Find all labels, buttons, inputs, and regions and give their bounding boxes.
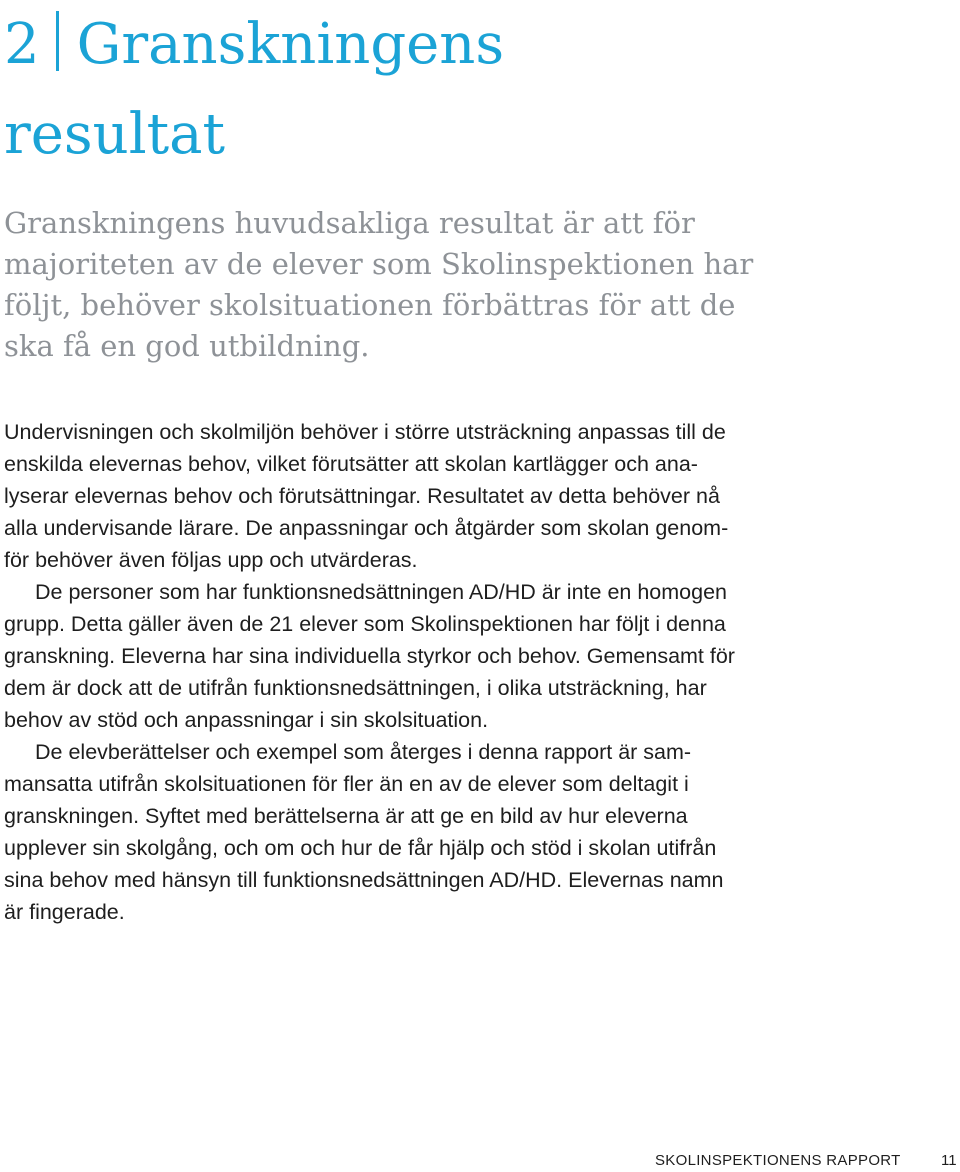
chapter-heading	[4, 0, 504, 180]
body-line: mansatta utifrån skolsituationen för fler än en av de elever som deltagit i	[4, 772, 689, 796]
lead-paragraph	[4, 203, 904, 367]
body-line: för behöver även följas upp och utvärderas.	[4, 548, 418, 572]
body-line: upplever sin skolgång, och om och hur de får hjälp och stöd i skolan utifrån	[4, 836, 717, 860]
chapter-title-line-2: resultat	[4, 102, 226, 167]
lead-line: majoriteten av de elever som Skolinspektionen har	[4, 247, 754, 281]
body-line: granskningen. Syftet med berättelserna är att ge en bild av hur eleverna	[4, 804, 688, 828]
chapter-title-line-1: Granskningens	[76, 12, 505, 77]
lead-line: Granskningens huvudsakliga resultat är att för	[4, 206, 695, 240]
body-line: sina behov med hänsyn till funktionsnedsättningen AD/HD. Elevernas namn	[4, 868, 724, 892]
body-line: lyserar elevernas behov och förutsättningar. Resultatet av detta behöver nå	[4, 484, 720, 508]
page-footer	[0, 1150, 960, 1170]
body-line: De personer som har funktionsnedsättningen AD/HD är inte en homogen	[35, 580, 727, 604]
lead-line: ska få en god utbildning.	[4, 329, 370, 363]
body-text	[4, 416, 944, 928]
body-line: är fingerade.	[4, 900, 125, 924]
body-line: dem är dock att de utifrån funktionsnedsättningen, i olika utsträckning, har	[4, 676, 707, 700]
heading-divider	[56, 11, 59, 71]
body-line: Undervisningen och skolmiljön behöver i större utsträckning anpassas till de	[4, 420, 726, 444]
body-line: alla undervisande lärare. De anpassningar och åtgärder som skolan genom-	[4, 516, 729, 540]
report-name: SKOLINSPEKTIONENS RAPPORT	[655, 1152, 901, 1169]
page-number: 11	[941, 1152, 957, 1169]
body-line: De elevberättelser och exempel som återges i denna rapport är sam-	[35, 740, 692, 764]
body-line: enskilda elevernas behov, vilket förutsätter att skolan kartlägger och ana-	[4, 452, 698, 476]
lead-line: följt, behöver skolsituationen förbättras för att de	[4, 288, 736, 322]
chapter-number: 2	[4, 12, 40, 77]
body-line: grupp. Detta gäller även de 21 elever som Skolinspektionen har följt i denna	[4, 612, 726, 636]
body-line: granskning. Eleverna har sina individuella styrkor och behov. Gemensamt för	[4, 644, 735, 668]
body-line: behov av stöd och anpassningar i sin skolsituation.	[4, 708, 489, 732]
